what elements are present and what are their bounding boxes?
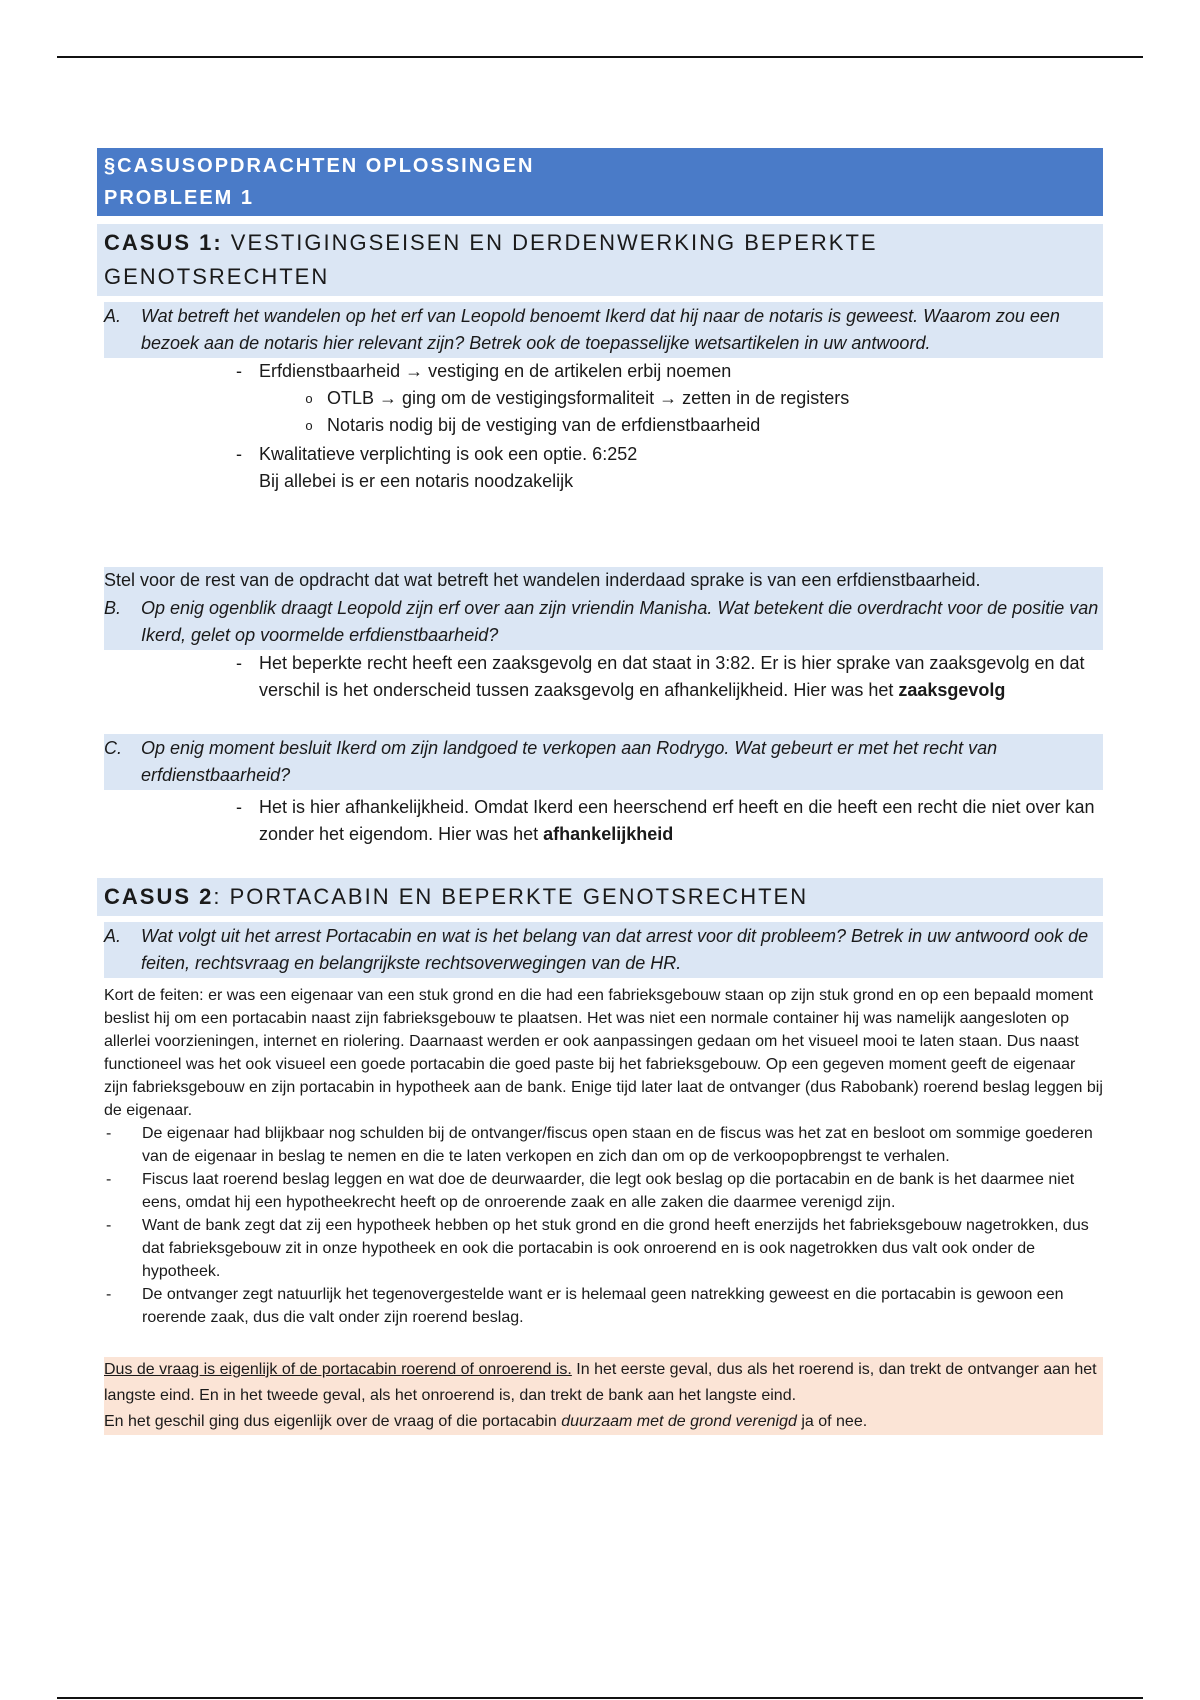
facts-bullet: - De ontvanger zegt natuurlijk het tegenovergestelde want er is helemaal geen natrekking geweest en die portacabin is gewoon een roerende zaak, dus die valt onder zijn roerend beslag. [104,1283,1103,1329]
question-text: Op enig ogenblik draagt Leopold zijn erf over aan zijn vriendin Manisha. Wat betekent die overdracht voor de positie van Ikerd, gelet op voormelde erfdienstbaarheid? [141,598,1099,645]
question-text: Wat betreft het wandelen op het erf van Leopold benoemt Ikerd dat hij naar de notaris is geweest. Waarom zou een bezoek aan de notaris hier relevant zijn? Betrek ook de toepasselijke wetsartikelen in uw antwoord. [141,306,1060,353]
casus-1-label: CASUS 1: [104,230,223,255]
conclusion-text: In het eerste geval, dus als het roerend is, dan trekt de ontvanger aan het langste eind. En in het tweede geval, als het onroerend is, dan trekt de bank aan het langste eind. [104,1361,1097,1404]
facts-bullet: - De eigenaar had blijkbaar nog schulden bij de ontvanger/fiscus open staan en de fiscus was het zat en besloot om sommige goederen van de eigenaar in beslag te nemen en die te laten verkopen en zich dan om op de verkoopopbrengst te verhalen. [104,1122,1103,1168]
answer-bullet: - Erfdienstbaarheid → vestiging en de artikelen erbij noemen [219,358,1103,385]
conclusion-key-question: Dus de vraag is eigenlijk of de portacabin roerend of onroerend is. [104,1361,572,1378]
question-letter: C. [104,738,122,758]
answer-text: Notaris nodig bij de vestiging van de erfdienstbaarheid [327,415,761,435]
facts-paragraph: Kort de feiten: er was een eigenaar van een stuk grond en die had een fabrieksgebouw staan op zijn stuk grond en op een bepaald moment beslist hij om een portacabin naast zijn fabrieksgebouw te plaatsen. Het was niet een normale container hij was namelijk aangesloten op allerlei voorzieningen, internet en riolering. Daarnaast werden er ook aanpassingen gedaan om het visueel mooi te laten staan. Dus naast functioneel was het ook visueel een goede portacabin die goed paste bij het fabrieksgebouw. Op een gegeven moment geeft de eigenaar zijn fabrieksgebouw en zijn portacabin in hypotheek aan de bank. Enige tijd later laat de ontvanger (dus Rabobank) roerend beslag leggen bij de eigenaar. [104,987,1103,1119]
title-line-2: PROBLEEM 1 [104,187,255,209]
answer-bold-term: zaaksgevolg [898,680,1006,700]
answer-bold-term: afhankelijkheid [543,824,674,844]
casus-2-header [97,878,1103,916]
answer-text: Bij allebei is er een notaris noodzakelijk [259,471,574,491]
facts-bullet: - Want de bank zegt dat zij een hypotheek hebben op het stuk grond en die grond heeft enerzijds het fabrieksgebouw nagetrokken, dus dat fabrieksgebouw zit in onze hypotheek en ook die portacabin is ook onroerend en is ook nagetrokken dus valt ook onder de hypotheek. [104,1214,1103,1283]
casus-2-question-a [104,922,1103,978]
conclusion-text: En het geschil ging dus eigenlijk over de vraag of die portacabin [104,1413,562,1430]
answer-text: OTLB → ging om de vestigingsformaliteit → zetten in de registers [327,388,850,408]
title-banner [97,148,1103,216]
casus-1-header [97,224,1103,296]
bottom-rule [57,1697,1143,1699]
facts-bullet: - Fiscus laat roerend beslag leggen en wat doe de deurwaarder, die legt ook beslag op die portacabin en de bank is het daarmee niet eens, omdat hij een hypotheekrecht heeft op de onroerende zaak en alle zaken die daarmee verenigd zijn. [104,1168,1103,1214]
conclusion-text: ja of nee. [796,1413,868,1430]
conclusion-line-2 [104,1409,1103,1435]
assumption-note: Stel voor de rest van de opdracht dat wat betreft het wandelen inderdaad sprake is van een erfdienstbaarheid. [104,567,1103,594]
question-text: Wat volgt uit het arrest Portacabin en wat is het belang van dat arrest voor dit probleem? Betrek in uw antwoord ook de feiten, rechtsvraag en belangrijkste rechtsoverwegingen van de HR. [141,926,1089,973]
document-body [97,148,1103,1435]
casus-2-title: : PORTACABIN EN BEPERKTE GENOTSRECHTEN [213,884,809,909]
conclusion-italic-term: duurzaam met de grond verenigd [561,1413,797,1430]
facts-bullet-text: De ontvanger zegt natuurlijk het tegenovergestelde want er is helemaal geen natrekking geweest en die portacabin is gewoon een roerende zaak, dus die valt onder zijn roerend beslag. [142,1286,1064,1326]
casus-1-title: VESTIGINGSEISEN EN DERDENWERKING BEPERKTE GENOTSRECHTEN [104,230,878,289]
casus-1-question-a [104,302,1103,358]
title-line-1: §CASUSOPDRACHTEN OPLOSSINGEN [104,155,535,177]
answer-text: Erfdienstbaarheid → vestiging en de artikelen erbij noemen [259,361,732,381]
answer-bullet: - Kwalitatieve verplichting is ook een optie. 6:252 Bij allebei is er een notaris noodzakelijk [236,444,638,491]
top-rule [57,56,1143,58]
question-letter: A. [104,926,122,946]
answer-text: Kwalitatieve verplichting is ook een optie. 6:252 [259,444,638,464]
answer-bullet: - Het is hier afhankelijkheid. Omdat Ikerd een heerschend erf heeft en die heeft een recht die niet over kan zonder het eigendom. Hier was het afhankelijkheid [236,797,1095,844]
answer-subbullet: o Notaris nodig bij de vestiging van de erfdienstbaarheid [291,412,1103,439]
facts-bullet-text: De eigenaar had blijkbaar nog schulden bij de ontvanger/fiscus open staan en de fiscus was het zat en besloot om sommige goederen van de eigenaar in beslag te nemen en die te laten verkopen en zich dan om op de verkoopopbrengst te verhalen. [142,1125,1093,1165]
answer-text: Het is hier afhankelijkheid. Omdat Ikerd een heerschend erf heeft en die heeft een recht die niet over kan zonder het eigendom. Hier was het [259,797,1095,844]
casus-1-question-b [104,594,1103,650]
answer-bullet: - Het beperkte recht heeft een zaaksgevolg en dat staat in 3:82. Er is hier sprake van zaaksgevolg en dat verschil is het onderscheid tussen zaaksgevolg en afhankelijkheid. Hier was het zaaksgevolg [236,653,1085,700]
question-text: Op enig moment besluit Ikerd om zijn landgoed te verkopen aan Rodrygo. Wat gebeurt er met het recht van erfdienstbaarheid? [141,738,998,785]
conclusion-highlight [104,1357,1103,1435]
answer-subbullet: o OTLB → ging om de vestigingsformaliteit → zetten in de registers [291,385,1103,412]
question-letter: A. [104,306,122,326]
facts-bullet-text: Want de bank zegt dat zij een hypotheek hebben op het stuk grond en die grond heeft enerzijds het fabrieksgebouw nagetrokken, dus dat fabrieksgebouw zit in onze hypotheek en ook die portacabin is ook onroerend en is ook nagetrokken dus valt ook onder de hypotheek. [142,1217,1089,1280]
answer-text: Het beperkte recht heeft een zaaksgevolg en dat staat in 3:82. Er is hier sprake van zaaksgevolg en dat verschil is het onderscheid tussen zaaksgevolg en afhankelijkheid. Hier was het [259,653,1085,700]
facts-bullet-text: Fiscus laat roerend beslag leggen en wat doe de deurwaarder, die legt ook beslag op die portacabin en de bank is het daarmee niet eens, omdat hij een hypotheekrecht heeft op de onroerende zaak en alle zaken die daarmee verenigd zijn. [142,1171,1075,1211]
casus-2-label: CASUS 2 [104,884,214,909]
conclusion-line-1 [104,1357,1103,1409]
casus-1-question-c [104,734,1103,790]
question-letter: B. [104,598,122,618]
